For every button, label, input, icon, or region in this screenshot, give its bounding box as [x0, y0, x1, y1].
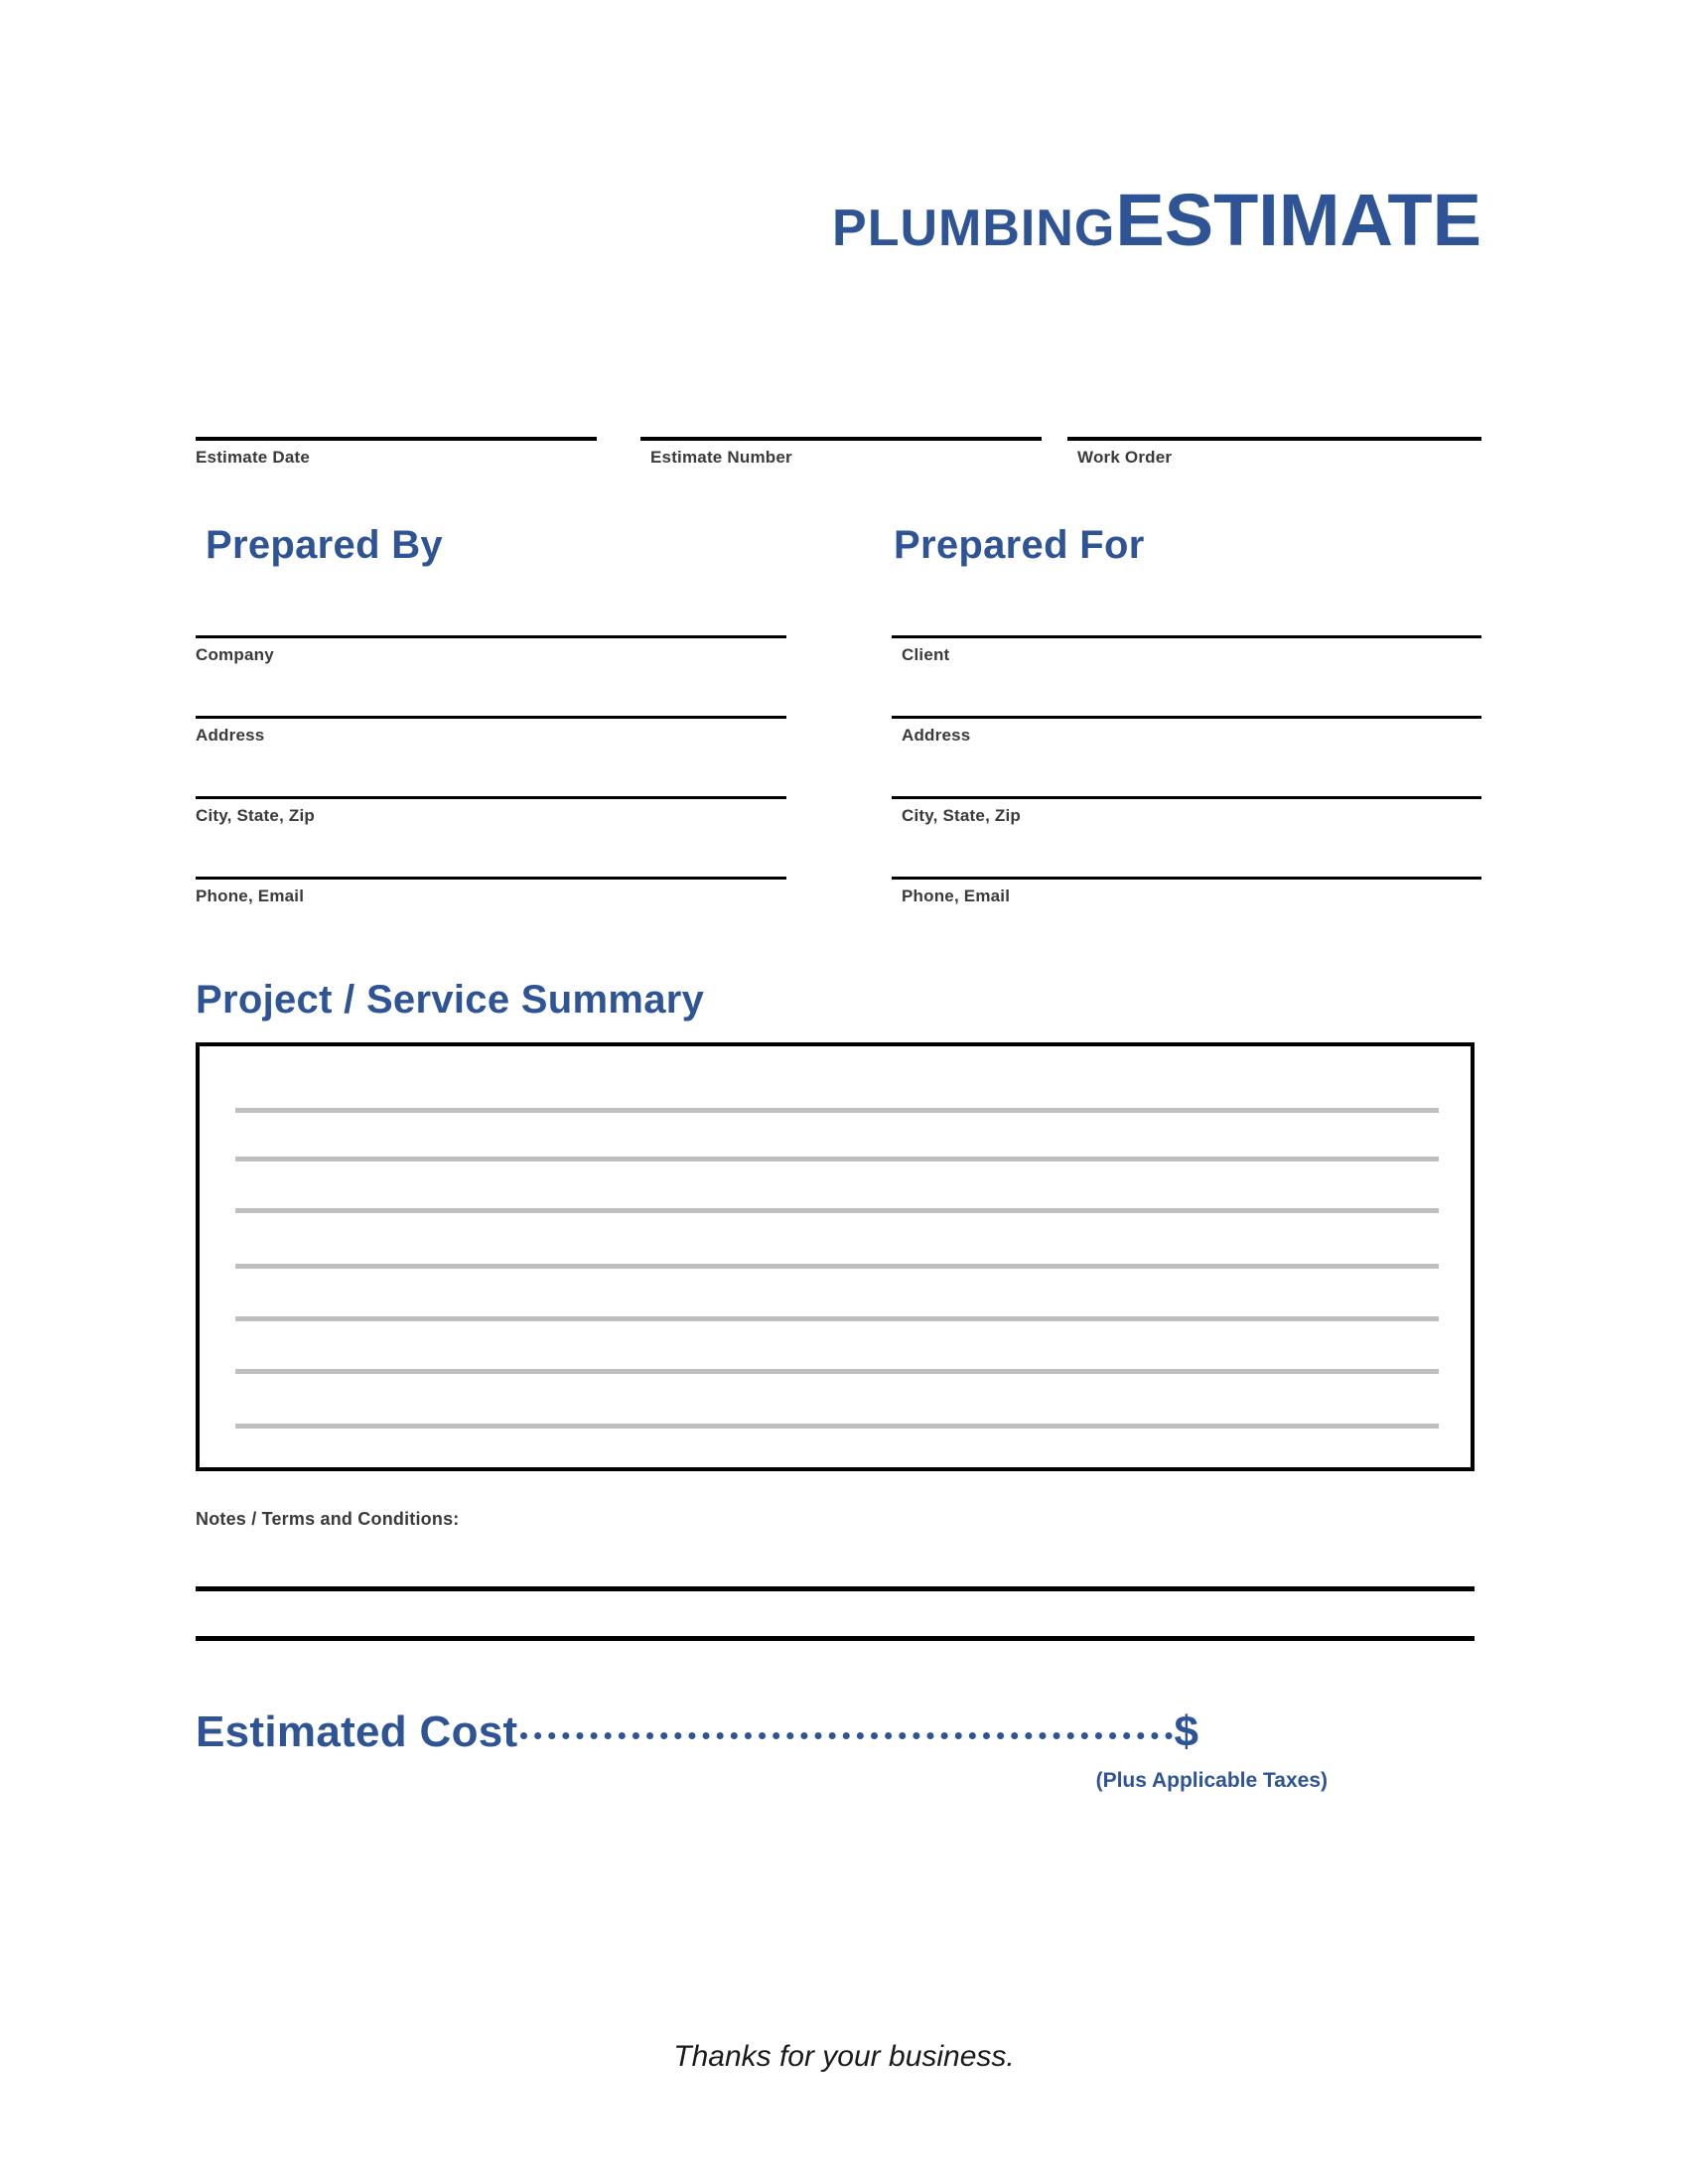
notes-line[interactable]: [196, 1636, 1475, 1641]
prepared-for-phone-label: Phone, Email: [902, 887, 1011, 905]
prepared-by-phone-field[interactable]: [196, 877, 786, 957]
work-order-field[interactable]: [1067, 437, 1481, 486]
prepared-by-fields: [196, 635, 786, 957]
footer-thanks-message: Thanks for your business.: [673, 2040, 1015, 2073]
prepared-by-city-label: City, State, Zip: [196, 806, 316, 825]
prepared-for-city-label: City, State, Zip: [902, 806, 1022, 825]
summary-line: [235, 1424, 1439, 1429]
estimate-meta-row: [196, 437, 1481, 486]
prepared-by-company-label: Company: [196, 645, 274, 664]
document-title-main: ESTIMATE: [1115, 179, 1481, 261]
summary-line: [235, 1316, 1439, 1321]
notes-terms-label: Notes / Terms and Conditions:: [196, 1509, 460, 1529]
summary-line: [235, 1208, 1439, 1213]
notes-line[interactable]: [196, 1586, 1475, 1591]
project-service-summary-heading: Project / Service Summary: [196, 978, 705, 1022]
project-service-summary-box[interactable]: [196, 1042, 1475, 1471]
estimate-number-field[interactable]: [640, 437, 1042, 486]
prepared-by-company-field[interactable]: [196, 635, 786, 716]
document-title-prefix: PLUMBING: [832, 200, 1116, 257]
estimate-date-field[interactable]: [196, 437, 597, 486]
prepared-for-phone-field[interactable]: [892, 877, 1481, 957]
summary-line: [235, 1157, 1439, 1161]
dotted-leader: [520, 1714, 1173, 1746]
prepared-for-fields: [892, 635, 1481, 957]
plus-applicable-taxes-note: (Plus Applicable Taxes): [1095, 1769, 1328, 1792]
prepared-for-address-label: Address: [902, 726, 971, 745]
currency-symbol: $: [1174, 1707, 1198, 1756]
summary-writing-lines: [235, 1046, 1439, 1467]
summary-line: [235, 1369, 1439, 1374]
prepared-for-address-field[interactable]: [892, 716, 1481, 796]
summary-line: [235, 1108, 1439, 1113]
estimated-cost-label: Estimated Cost: [196, 1707, 518, 1756]
prepared-for-heading: Prepared For: [894, 523, 1145, 567]
prepared-for-city-field[interactable]: [892, 796, 1481, 877]
prepared-for-client-field[interactable]: [892, 635, 1481, 716]
summary-line: [235, 1264, 1439, 1269]
estimate-date-label: Estimate Date: [196, 448, 311, 467]
prepared-by-heading: Prepared By: [206, 523, 443, 567]
prepared-by-address-field[interactable]: [196, 716, 786, 796]
prepared-by-city-field[interactable]: [196, 796, 786, 877]
work-order-label: Work Order: [1077, 448, 1173, 467]
estimated-cost-row: [196, 1707, 1481, 1769]
prepared-by-address-label: Address: [196, 726, 265, 745]
document-title: [196, 179, 1481, 261]
prepared-by-phone-label: Phone, Email: [196, 887, 305, 905]
prepared-for-client-label: Client: [902, 645, 950, 664]
estimate-number-label: Estimate Number: [650, 448, 792, 467]
